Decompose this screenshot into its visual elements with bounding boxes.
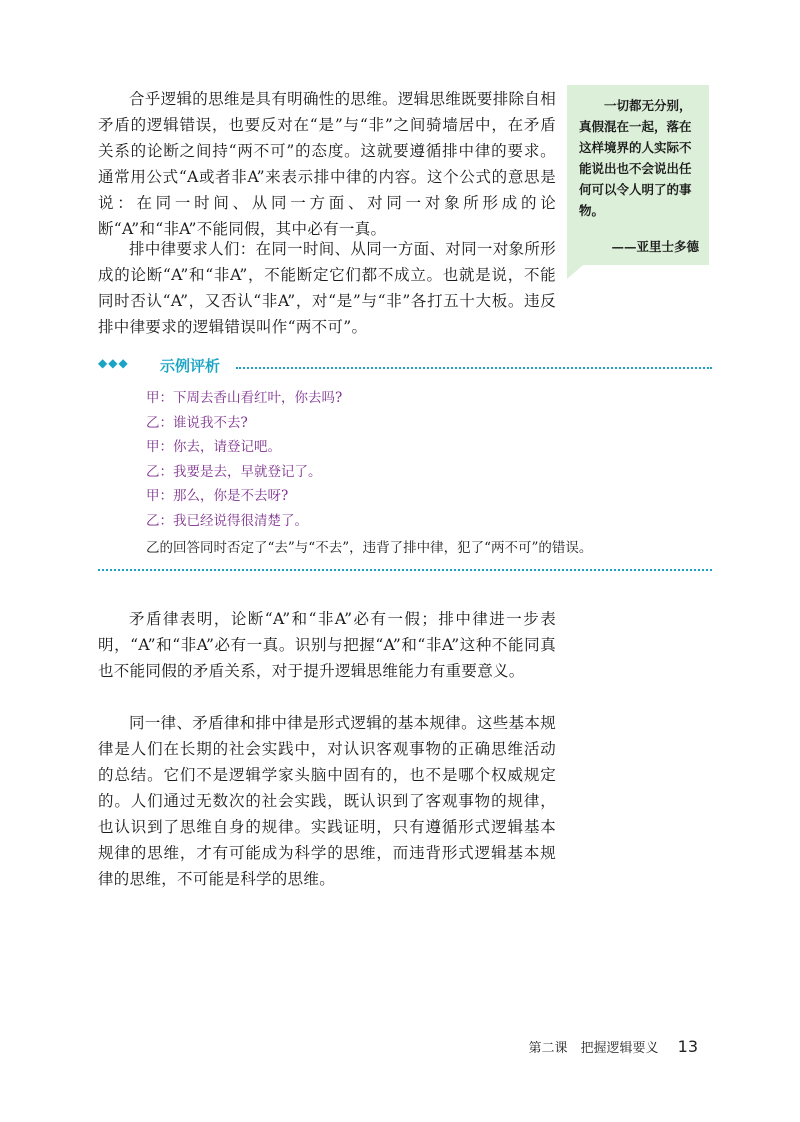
example-section-header bbox=[98, 356, 712, 376]
page-number: 13 bbox=[677, 1037, 698, 1056]
diamond-bullets-icon: ◆◆◆ bbox=[98, 356, 129, 370]
dialog-line: 甲：那么，你是不去呀? bbox=[146, 488, 289, 504]
dialog-line: 乙：我要是去，早就登记了。 bbox=[146, 463, 322, 480]
quote-box-notch bbox=[567, 265, 583, 279]
example-conclusion: 乙的回答同时否定了“去”与“不去”，违背了排中律，犯了“两不可”的错误。 bbox=[146, 540, 593, 556]
dotted-divider-bottom bbox=[98, 569, 712, 571]
body-paragraph-2: 排中律要求人们：在同一时间、从同一方面、对同一对象所形成的论断“A”和“非A”，不能断定它们都不成立。也就是说，不能同时否认“A”，又否认“非A”，对“是”与“非”各打五十大板。违反排中律要求的逻辑错误叫作“两不可”。 bbox=[98, 240, 556, 336]
body-paragraph-4: 同一律、矛盾律和排中律是形式逻辑的基本规律。这些基本规律是人们在长期的社会实践中，对认识客观事物的正确思维活动的总结。它们不是逻辑学家头脑中固有的，也不是哪个权威规定的。人们通过无数次的社会实践，既认识到了客观事物的规律，也认识到了思维自身的规律。实践证明，只有遵循形式逻辑基本规律的思维，才有可能成为科学的思维，而违背形式逻辑基本规律的思维，不可能是科学的思维。 bbox=[98, 714, 556, 888]
body-paragraph-1: 合乎逻辑的思维是具有明确性的思维。逻辑思维既要排除自相矛盾的逻辑错误，也要反对在“是”与“非”之间骑墙居中，在矛盾关系的论断之间持“两不可”的态度。这就要遵循排中律的要求。通常用公式“A或者非A”来表示排中律的内容。这个公式的意思是说：在同一时间、从同一方面、对同一对象所形成的论断“A”和“非A”不能同假，其中必有一真。 bbox=[98, 90, 556, 238]
example-section-title: 示例评析 bbox=[160, 357, 221, 375]
dotted-divider-top bbox=[236, 367, 712, 369]
dialog-line: 乙：我已经说得很清楚了。 bbox=[146, 512, 308, 529]
margin-quote-box bbox=[567, 85, 709, 265]
quote-author: ——亚里士多德 bbox=[611, 239, 699, 254]
dialog-line: 甲：下周去香山看红叶，你去吗? bbox=[146, 390, 343, 406]
chapter-title: 第二课 把握逻辑要义 bbox=[528, 1041, 659, 1056]
dialog-line: 甲：你去，请登记吧。 bbox=[146, 439, 281, 455]
example-dialog bbox=[146, 386, 342, 533]
quote-text: 一切都无分别，真假混在一起，落在这样境界的人实际不能说出也不会说出任何可以令人明了的事物。 bbox=[579, 98, 692, 218]
dialog-line: 乙：谁说我不去? bbox=[146, 414, 248, 431]
page-footer bbox=[529, 1036, 698, 1056]
body-paragraph-3: 矛盾律表明，论断“A”和“非A”必有一假；排中律进一步表明，“A”和“非A”必有一真。识别与把握“A”和“非A”这种不能同真也不能同假的矛盾关系，对于提升逻辑思维能力有重要意义。 bbox=[98, 610, 556, 680]
